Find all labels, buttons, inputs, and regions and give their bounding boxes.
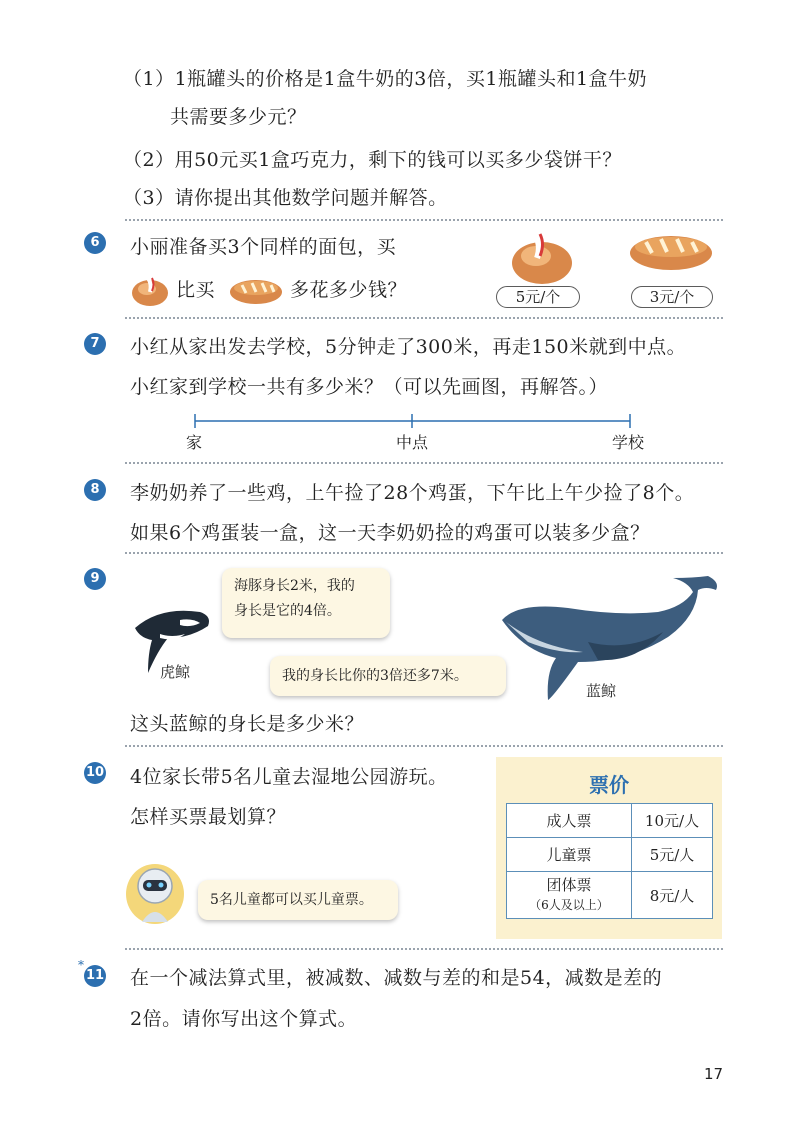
whale-speech-bubble: 我的身长比你的3倍还多7米。 <box>270 656 506 696</box>
label-midpoint: 中点 <box>396 433 429 452</box>
price-tag-plain-bread: 3元/个 <box>631 286 713 308</box>
robot-avatar-icon <box>124 856 186 926</box>
ticket-type: 儿童票 <box>507 838 632 872</box>
q5-sub2: （2）用50元买1盒巧克力，剩下的钱可以买多少袋饼干？ <box>123 149 622 171</box>
question-number-10: 10 <box>84 762 106 784</box>
table-row <box>507 872 713 919</box>
plain-bread-icon <box>628 228 714 272</box>
table-row <box>507 838 713 872</box>
q11-line2: 2倍。请你写出这个算式。 <box>130 1008 358 1030</box>
question-number-6: 6 <box>84 232 106 254</box>
q5-sub1-line2: 共需要多少元？ <box>170 106 307 128</box>
ticket-price: 10元/人 <box>632 804 713 838</box>
ticket-price: 8元/人 <box>632 872 713 919</box>
q10-line1: 4位家长带5名儿童去湿地公园游玩。 <box>130 766 448 788</box>
price-tag-cream-bread: 5元/个 <box>496 286 580 308</box>
table-row <box>507 804 713 838</box>
cream-bread-icon <box>508 228 574 286</box>
divider <box>125 317 723 319</box>
orca-bubble-line2: 身长是它的4倍。 <box>234 603 341 619</box>
q7-line2: 小红家到学校一共有多少米？（可以先画图，再解答。） <box>130 376 609 398</box>
ticket-note: （6人及以上） <box>529 898 609 912</box>
label-home: 家 <box>186 433 203 452</box>
question-number-11: 11 <box>84 965 106 987</box>
plain-bread-icon <box>228 275 284 305</box>
divider <box>125 219 723 221</box>
q5-sub1-line1: （1）1瓶罐头的价格是1盒牛奶的3倍，买1瓶罐头和1盒牛奶 <box>123 68 648 90</box>
ticket-type: 团体票 <box>546 876 592 894</box>
label-orca: 虎鲸 <box>160 663 191 681</box>
question-number-9: 9 <box>84 568 106 590</box>
page-number: 17 <box>704 1065 724 1083</box>
q6-line1: 小丽准备买3个同样的面包，买 <box>130 236 397 258</box>
robot-speech-bubble: 5名儿童都可以买儿童票。 <box>198 880 398 920</box>
divider <box>125 552 723 554</box>
q6-text-b: 多花多少钱？ <box>290 279 408 301</box>
divider <box>125 948 723 950</box>
label-school: 学校 <box>612 433 645 452</box>
divider <box>125 745 723 747</box>
challenge-star: * <box>78 958 84 972</box>
q5-sub3: （3）请你提出其他数学问题并解答。 <box>123 187 448 209</box>
ticket-price-panel <box>496 757 722 939</box>
q11-line1: 在一个减法算式里，被减数、减数与差的和是54，减数是差的 <box>130 967 663 989</box>
q8-line2: 如果6个鸡蛋装一盒，这一天李奶奶捡的鸡蛋可以装多少盒？ <box>130 522 650 544</box>
ticket-price-title: 票价 <box>589 773 629 797</box>
q8-line1: 李奶奶养了一些鸡，上午捡了28个鸡蛋，下午比上午少捡了8个。 <box>130 482 695 504</box>
question-number-8: 8 <box>84 479 106 501</box>
label-blue-whale: 蓝鲸 <box>586 682 617 700</box>
q7-line1: 小红从家出发去学校，5分钟走了300米，再走150米就到中点。 <box>130 336 687 358</box>
ticket-type-group <box>507 872 632 919</box>
orca-bubble-line1: 海豚身长2米，我的 <box>234 578 355 594</box>
ticket-type: 成人票 <box>507 804 632 838</box>
question-number-7: 7 <box>84 333 106 355</box>
cream-bread-icon <box>130 272 170 308</box>
orca-speech-bubble <box>222 568 390 638</box>
distance-line-diagram <box>190 412 635 430</box>
ticket-price: 5元/人 <box>632 838 713 872</box>
q10-line2: 怎样买票最划算？ <box>130 806 287 828</box>
q6-text-a: 比买 <box>176 279 216 301</box>
ticket-price-table <box>506 803 713 919</box>
q9-question: 这头蓝鲸的身长是多少米？ <box>130 713 365 735</box>
divider <box>125 462 723 464</box>
